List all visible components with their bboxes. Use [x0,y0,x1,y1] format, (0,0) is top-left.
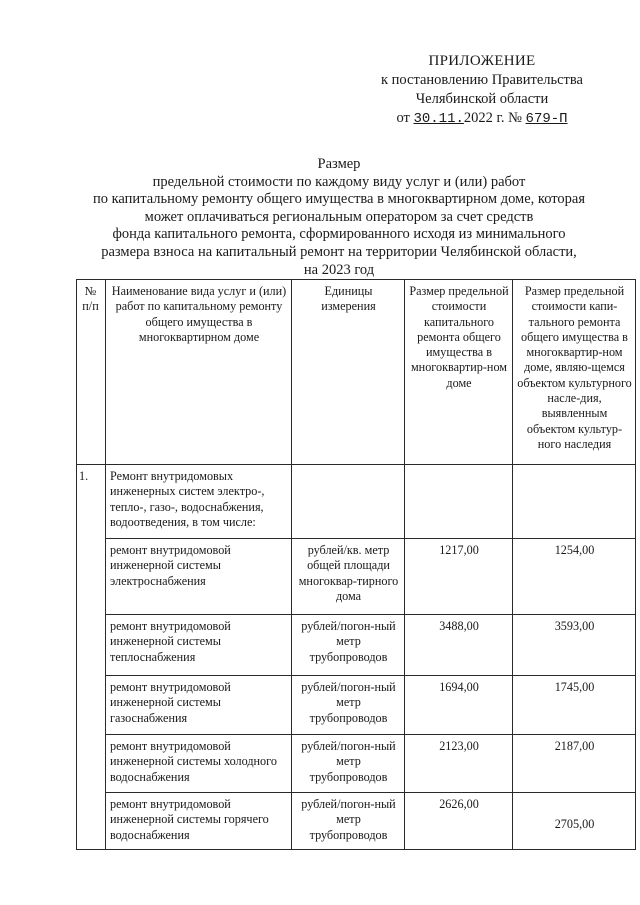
row-unit: рублей/кв. метр общей площади многоквар-тирного дома [292,539,405,615]
table-row [77,735,636,793]
row-unit: рублей/погон-ный метр трубопроводов [292,615,405,676]
group-number: 1. [77,465,106,850]
row-name: ремонт внутридомовой инженерной системы газоснабжения [106,676,292,735]
resolution-date: 30.11. [413,111,464,127]
heading-line: по капитальному ремонту общего имущества в многоквартирном доме, которая [92,191,586,208]
document-heading [60,156,618,279]
appendix-title: ПРИЛОЖЕНИЕ [428,53,536,69]
row-size: 3488,00 [405,615,513,676]
group-size [405,465,513,539]
row-name: ремонт внутридомовой инженерной системы горячего водоснабжения [106,793,292,850]
row-unit: рублей/погон-ный метр трубопроводов [292,676,405,735]
group-unit [292,465,405,539]
row-size: 2626,00 [405,793,513,850]
table-row [77,676,636,735]
appendix-line-1: к постановлению Правительства [381,72,583,88]
row-heritage: 2187,00 [513,735,636,793]
appendix-block [352,52,612,129]
table-row-group [77,465,636,539]
appendix-dateline [352,109,612,129]
row-heritage: 1745,00 [513,676,636,735]
header-name: Наименование вида услуг и (или) работ по капитальному ремонту общего имущества в многоквартирном доме [106,280,292,465]
row-heritage: 2705,00 [513,793,636,850]
heading-line: Размер [317,156,361,172]
row-name: ремонт внутридомовой инженерной системы холодного водоснабжения [106,735,292,793]
resolution-year: 2022 г. № [463,110,522,126]
row-size: 1217,00 [405,539,513,615]
row-name: ремонт внутридомовой инженерной системы теплоснабжения [106,615,292,676]
appendix-line-2: Челябинской области [415,91,549,107]
row-heritage: 3593,00 [513,615,636,676]
row-size: 1694,00 [405,676,513,735]
heading-line: предельной стоимости по каждому виду услуг и (или) работ [152,173,526,190]
resolution-number: 679-П [525,111,568,127]
table-row [77,793,636,850]
heading-line: может оплачиваться региональным оператором за счет средств [144,208,534,225]
group-name: Ремонт внутридомовых инженерных систем электро-, тепло-, газо-, водоснабжения, водоотведения, в том числе: [106,465,292,539]
group-heritage [513,465,636,539]
heading-line: на 2023 год [303,261,375,278]
row-size: 2123,00 [405,735,513,793]
heading-line: фонда капитального ремонта, сформированного исходя из минимального [112,226,566,243]
row-unit: рублей/погон-ный метр трубопроводов [292,735,405,793]
price-table [76,279,636,850]
row-name: ремонт внутридомовой инженерной системы электроснабжения [106,539,292,615]
row-unit: рублей/погон-ный метр трубопроводов [292,793,405,850]
header-heritage: Размер предельной стоимости капи-тального ремонта общего имущества в многоквартир-ном доме, являю-щемся объектом культурного насле-дия, выявленным объектом культур-ного наследия [513,280,636,465]
table-row [77,615,636,676]
row-heritage: 1254,00 [513,539,636,615]
date-prefix: от [396,110,410,126]
table-header-row [77,280,636,465]
header-size: Размер предельной стоимости капитального ремонта общего имущества в многоквартир-ном доме [405,280,513,465]
table-row [77,539,636,615]
heading-line: размера взноса на капитальный ремонт на территории Челябинской области, [101,243,577,260]
header-num: № п/п [77,280,106,465]
header-unit: Единицы измерения [292,280,405,465]
